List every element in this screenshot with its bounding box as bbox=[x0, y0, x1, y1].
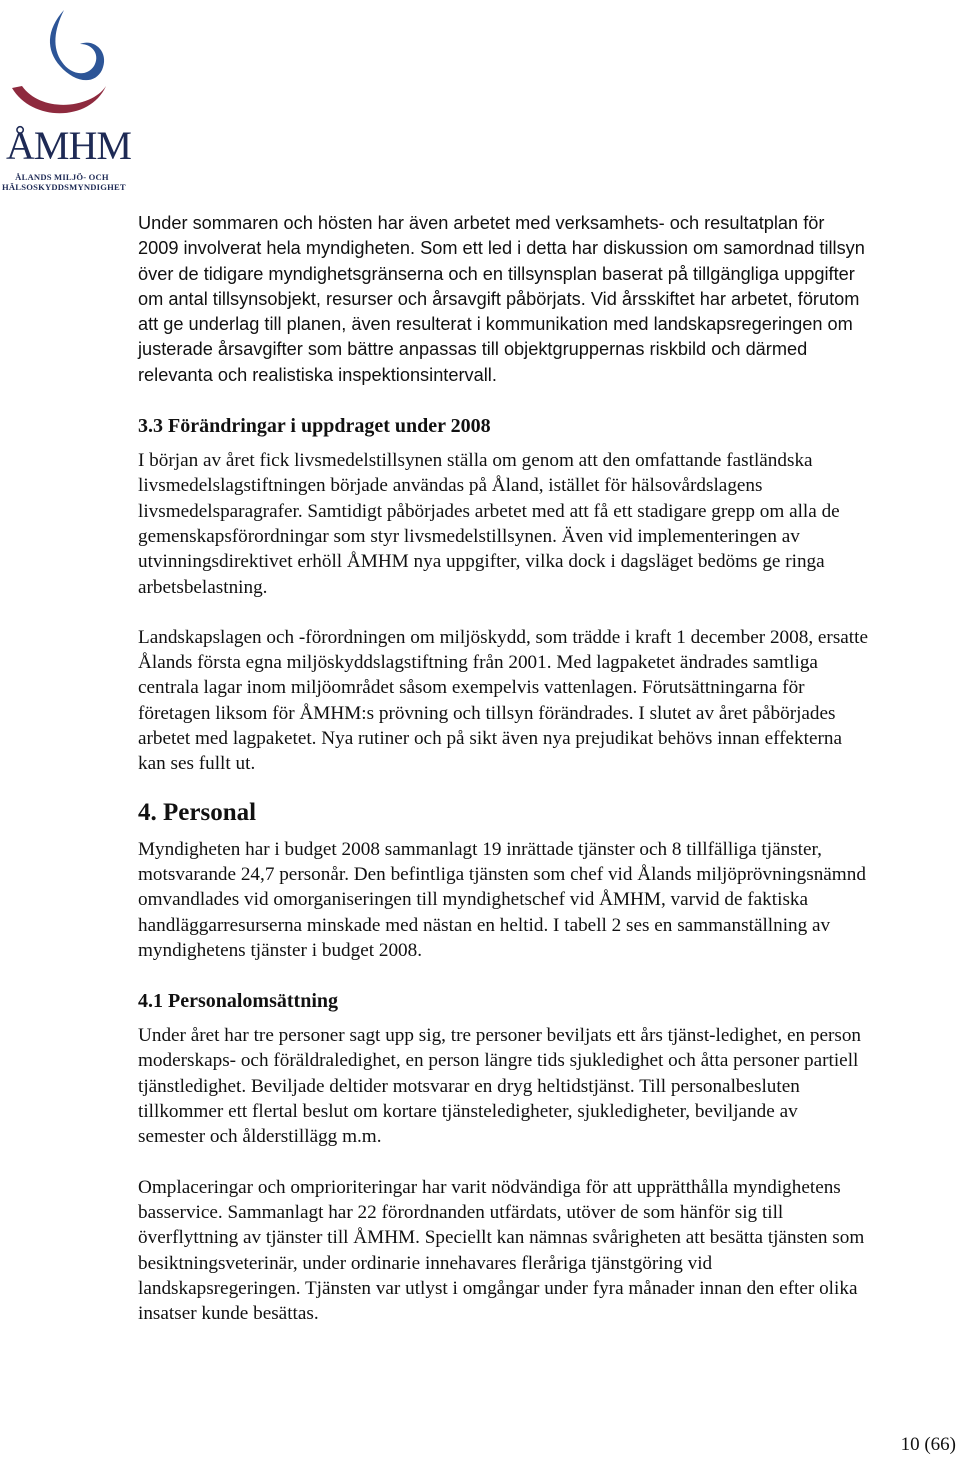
logo-wordmark: ÅMHM bbox=[6, 123, 131, 168]
paragraph-environment-law: Landskapslagen och -förordningen om miljöskydd, som trädde i kraft 1 december 2008, ersatte Ålands första egna miljöskyddslagstiftning från 2001. Med lagpaketet ändrades samtliga centrala lagar inom miljöområdet såsom exempelvis vattenlagen. Förutsättningarna för företagen liksom för ÅMHM:s prövning och tillsyn förändrades. I slutet av året påbörjades arbetet med lagpaketet. Nya rutiner och på sikt även nya prejudikat behövs innan effekterna kan ses fullt ut. bbox=[138, 626, 868, 775]
paragraph-reassignments: Omplaceringar och omprioriteringar har varit nödvändiga för att upprätthålla myndighetens basservice. Sammanlagt har 22 förordnanden utfärdats, utöver de som hänför sig till överflyttning av tjänster till ÅMHM. Speciellt kan nämnas svårigheten att besätta tjänsten som besiktningsveterinär, under ordinarie innehavares fleråriga tjänstgöring vid landskapsregeringen. Tjänsten var utlyst i omgångar under fyra månader innan den efter olika insatser kunde besättas. bbox=[138, 1176, 865, 1325]
paragraph-staff-budget: Myndigheten har i budget 2008 sammanlagt 19 inrättade tjänster och 8 tillfälliga tjänster, motsvarande 24,7 personår. Den befintliga tjänsten som chef vid Ålands miljöprövningsnämnd omvandlades vid omorganiseringen till myndighetschef vid ÅMHM, varvid de faktiska handläggarresurserna minskade med nästan en heltid. I tabell 2 ses en sammanställning av myndighetens tjänster i budget 2008. bbox=[138, 838, 866, 961]
heading-section-4: 4. Personal bbox=[138, 798, 257, 826]
logo-subtitle-line-1: ÅLANDS MILJÖ- OCH bbox=[15, 172, 109, 182]
paragraph-planning: Under sommaren och hösten har även arbetet med verksamhets- och resultatplan för 2009 involverat hela myndigheten. Som ett led i detta har diskussion om samordnad tillsyn över de tidigare myndighetsgränserna och en tillsynsplan baserat på tillgängliga uppgifter om antal tillsynsobjekt, resurser och årsavgift påbörjats. Vid årsskiftet har arbetet, förutom att ge underlag till planen, även resulterat i kommunikation med landskapsregeringen om justerade årsavgifter som bättre anpassas till objektgruppernas riskbild och därmed relevanta och realistiska inspektionsintervall. bbox=[138, 213, 865, 385]
paragraph-staff-turnover: Under året har tre personer sagt upp sig, tre personer beviljats ett års tjänst-ledighet, en person moderskaps- och föräldraledighet, en person längre tids sjukledighet och åtta personer partiell tjänstledighet. Beviljade deltider motsvarar en dryg heltidstjänst. Till personalbesluten tillkommer ett flertal beslut om kortare tjänsteledigheter, sjukledigheter, beviljande av semester och ålderstillägg m.m. bbox=[138, 1025, 862, 1148]
page-number: 10 (66) bbox=[900, 1434, 956, 1455]
paragraph-food-control: I början av året fick livsmedelstillsynen ställa om genom att den omfattande fastländska livsmedelslagstiftningen började användas på Åland, istället för hälsovårdslagens livsmedelsparagrafer. Samtidigt påbörjades arbetet med att få ett stadigare grepp om alla de gemenskapsförordningar som styr livsmedelstillsynen. Även vid implementeringen av utvinningsdirektivet erhöll ÅMHM nya uppgifter, vilka dock i dagsläget bedöms ge ringa arbetsbelastning. bbox=[138, 450, 840, 598]
logo-subtitle-line-2: HÄLSOSKYDDSMYNDIGHET bbox=[2, 182, 126, 192]
logo-subtitle bbox=[2, 172, 126, 192]
flame-emblem-icon bbox=[2, 4, 120, 128]
heading-section-3-3: 3.3 Förändringar i uppdraget under 2008 bbox=[138, 415, 491, 438]
document-body bbox=[138, 211, 868, 1326]
amhm-logo bbox=[2, 4, 131, 194]
heading-section-4-1: 4.1 Personalomsättning bbox=[138, 990, 338, 1013]
